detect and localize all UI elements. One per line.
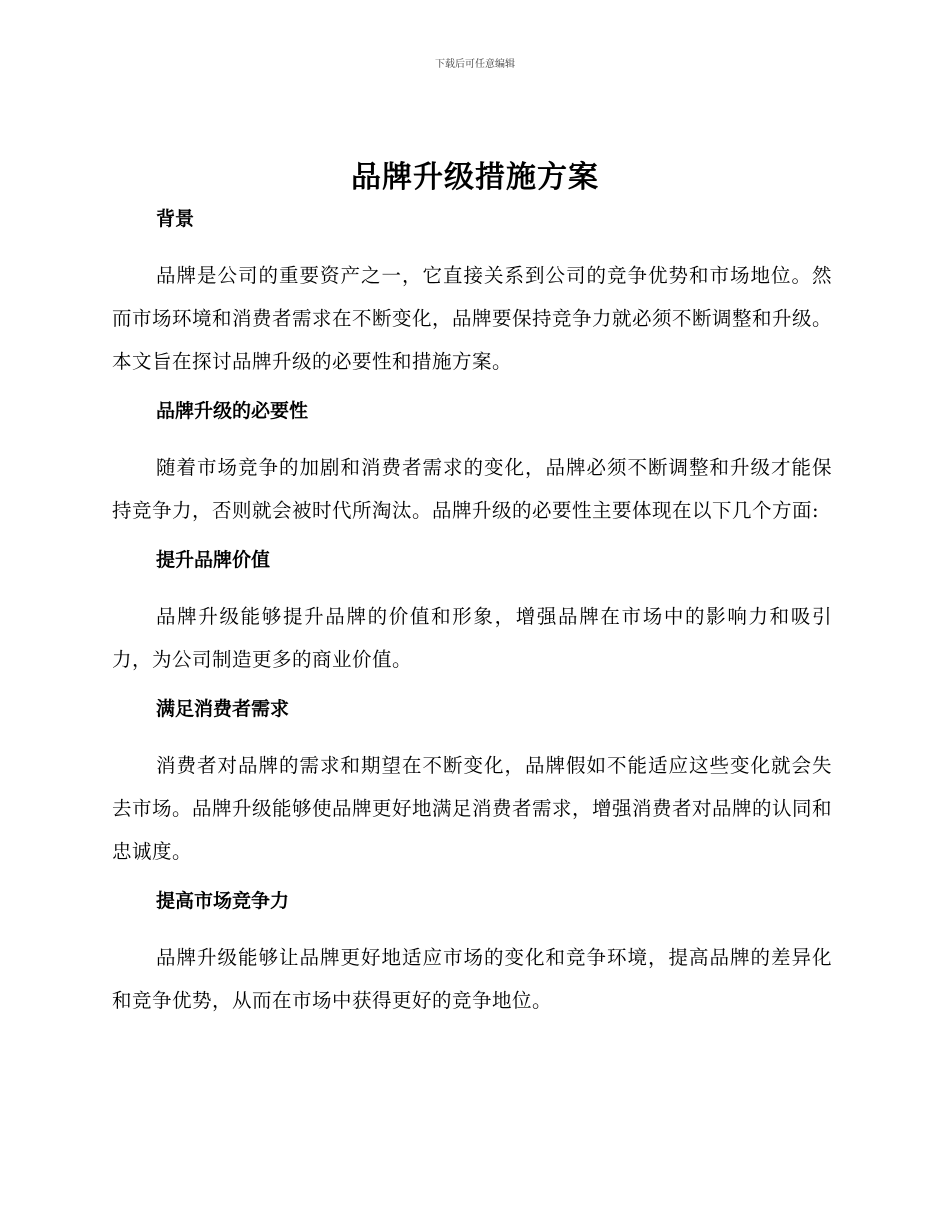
document-body [112,201,832,1032]
section-heading-necessity: 品牌升级的必要性 [156,400,309,422]
section-paragraph-competitiveness: 品牌升级能够让品牌更好地适应市场的变化和竞争环境，提高品牌的差异化和竞争优势，从而在市场中获得更好的竞争地位。 [112,946,832,1012]
section-heading-background: 背景 [156,208,195,230]
header-note: 下载后可任意编辑 [435,59,515,70]
section-heading-competitiveness: 提高市场竞争力 [156,890,290,912]
section-paragraph-necessity: 随着市场竞争的加剧和消费者需求的变化，品牌必须不断调整和升级才能保持竞争力，否则就会被时代所淘汰。品牌升级的必要性主要体现在以下几个方面: [112,456,832,522]
document-title: 品牌升级措施方案 [351,160,599,195]
section-paragraph-background: 品牌是公司的重要资产之一，它直接关系到公司的竞争优势和市场地位。然而市场环境和消费者需求在不断变化，品牌要保持竞争力就必须不断调整和升级。本文旨在探讨品牌升级的必要性和措施方案。 [112,264,833,373]
section-paragraph-brand-value: 品牌升级能够提升品牌的价值和形象，增强品牌在市场中的影响力和吸引力，为公司制造更多的商业价值。 [112,605,832,671]
section-heading-consumer-needs: 满足消费者需求 [156,698,290,720]
section-heading-brand-value: 提升品牌价值 [156,549,271,571]
section-paragraph-consumer-needs: 消费者对品牌的需求和期望在不断变化，品牌假如不能适应这些变化就会失去市场。品牌升级能够使品牌更好地满足消费者需求，增强消费者对品牌的认同和忠诚度。 [112,754,833,863]
